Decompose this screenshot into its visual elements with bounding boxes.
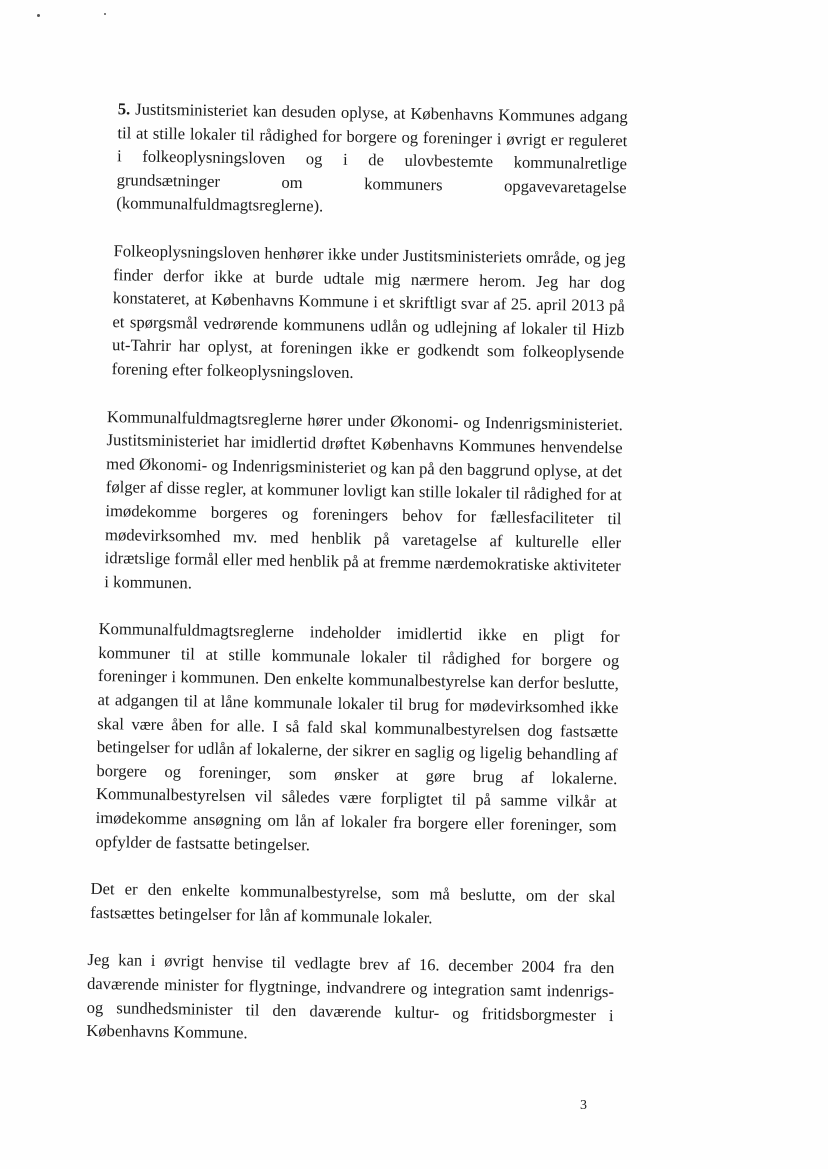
paragraph-pligt: Kommunalfuldmagtsreglerne indeholder imidlertid ikke en pligt for kommuner til at stille kommunale lokaler til rådighed for borgere og foreninger i kommunen. Den enkelte kommunalbestyrelse kan derfor beslutte, at adgangen til at låne kommunale lokaler til brug for mødevirksomhed ikke skal være åben for alle. I så fald skal kommunalbestyrelsen dog fastsætte betingelser for udlån af lokalerne, der sikrer en saglig og ligelig behandling af borgere og foreninger, som ønsker at gøre brug af lokalerne. Kommunalbestyrelsen vil således være forpligtet til på samme vilkår at imødekomme ansøgning om lån af lokaler fra borgere eller foreninger, som opfylder de fastsatte betingelser. (95, 619, 620, 854)
page-number: 3 (580, 1098, 587, 1113)
paragraph-henvisning: Jeg kan i øvrigt henvise til vedlagte brev af 16. december 2004 fra den daværende minister for flygtninge, indvandrere og integration samt indenrigs- og sundhedsminister til den daværende kultur- og fritidsborgmester i Københavns Kommune. (86, 950, 615, 1043)
paragraph-text: Justitsministeriet kan desuden oplyse, at Københavns Kommunes adgang til at stille lokaler til rådighed for borgere og foreninger i øvrigt er reguleret i folkeoplysningsloven og i de ulovbestemte kommunalretlige grundsætninger om kommuners opgavevaretagelse (kommunalfuldmagtsreglerne). (116, 99, 628, 216)
paragraph-folkeoplysningsloven: Folkeoplysningsloven henhører ikke under Justitsministeriets område, og jeg finder derfor ikke at burde udtale mig nærmere herom. Jeg har dog konstateret, at Københavns Kommune i et skriftligt svar af 25. april 2013 på et spørgsmål vedrørende kommunens udlån og udlejning af lokaler til Hizb ut-Tahrir har oplyst, at foreningen ikke er godkendt som folkeoplysende forening efter folkeoplysningsloven. (111, 241, 626, 382)
paragraph-kommunalbestyrelse: Det er den enkelte kommunalbestyrelse, som må beslutte, om der skal fastsættes betingelser for lån af kommunale lokaler. (90, 879, 616, 928)
paragraph-number: 5. (117, 99, 131, 119)
document-body (86, 97, 628, 1075)
paragraph-kommunalfuldmagtsreglerne: Kommunalfuldmagtsreglerne hører under Økonomi- og Indenrigsministeriet. Justitsministeriet har imidlertid drøftet Københavns Kommunes henvendelse med Økonomi- og Indenrigsministeriet og kan på den baggrund oplyse, at det følger af disse regler, at kommuner lovligt kan stille lokaler til rådighed for at imødekomme borgeres og foreningers behov for fællesfaciliteter til mødevirksomhed mv. med henblik på varetagelse af kulturelle eller idrætslige formål eller med henblik på at fremme nærdemokratiske aktiviteter i kommunen. (104, 406, 624, 593)
scan-speck (37, 14, 40, 17)
scan-speck (104, 13, 106, 15)
paragraph-5 (116, 97, 628, 223)
